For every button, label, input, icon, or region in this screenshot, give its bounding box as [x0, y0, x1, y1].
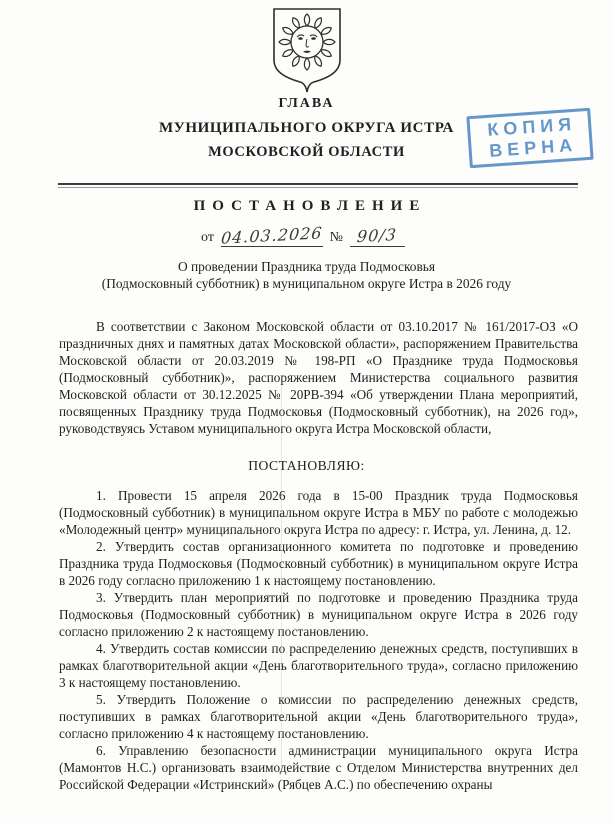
number-field [350, 226, 405, 247]
copy-stamp [466, 108, 593, 169]
resolution-item: 5. Утвердить Положение о комиссии по распределению денежных средств, поступивших в рамках благотворительной акции «День благотворительного труда», согласно приложению 4 к настоящему постановлению. [59, 692, 578, 741]
resolution-item: 2. Утвердить состав организационного комитета по подготовке и проведению Праздника труда Подмосковья (Подмосковный субботник) в муниципальном округе Истра в 2026 году согласно приложению 1 к настоящему постановлению. [59, 539, 578, 588]
resolution-item: 3. Утвердить план мероприятий по подготовке и проведению Праздника труда Подмосковья (Подмосковный субботник) в муниципальном округе Истра в 2026 году согласно приложению 2 к настоящему постановлению. [59, 590, 578, 639]
date-value-handwritten: 04.03.2026 [220, 223, 324, 248]
subject-line-1: О проведении Праздника труда Подмосковья [177, 259, 436, 274]
resolution-item: 4. Утвердить состав комиссии по распределению денежных средств, поступивших в рамках благотворительной акции «День благотворительного труда», согласно приложению 3 к настоящему постановлению. [59, 641, 578, 690]
org-title-glava: ГЛАВА [278, 96, 335, 111]
resolution-items [59, 487, 578, 793]
doc-type-title: ПОСТАНОВЛЕНИЕ [193, 198, 427, 214]
date-number-line [0, 223, 613, 248]
org-title-district: МУНИЦИПАЛЬНОГО ОКРУГА ИСТРА [159, 120, 454, 136]
preamble-paragraph: В соответствии с Законом Московской области от 03.10.2017 № 161/2017-ОЗ «О праздничных днях и памятных датах Московской области», распоряжением Правительства Московской области от 20.03.2019 № 198-РП «О Празднике труда Подмосковья (Подмосковный субботник)», распоряжением Министерства социального развития Московской области от 30.12.2025 № 20РВ-394 «Об утверждении Плана мероприятий, посвященных Празднику труда Подмосковья (Подмосковный субботник), на 2026 год», руководствуясь Уставом муниципального округа Истра Московской области, [59, 319, 578, 436]
resolution-item: 6. Управлению безопасности администрации муниципального округа Истра (Мамонтов Н.С.) организовать взаимодействие с Отделом Министерства внутренних дел Российской Федерации «Истринский» (Рябцев А.С.) по обеспечению охраны [59, 743, 578, 792]
scan-fold-line [281, 375, 282, 770]
stamp-line-1: КОПИЯ [486, 113, 577, 140]
date-label: от [201, 230, 214, 245]
resolution-item: 1. Провести 15 апреля 2026 года в 15-00 Праздник труда Подмосковья (Подмосковный субботник) в муниципальном округе Истра в МБУ по работе с молодежью «Молодежный центр» муниципального округа Истра по адресу: г. Истра, ул. Ленина, д. 12. [59, 488, 578, 537]
coat-of-arms-icon [270, 6, 344, 99]
number-value-handwritten: 90/3 [356, 224, 399, 247]
stamp-line-2: ВЕРНА [488, 134, 578, 161]
subject-line-2: (Подмосковный субботник) в муниципальном округе Истра в 2026 году [101, 275, 512, 291]
letterhead-divider [58, 183, 578, 188]
resolve-heading: ПОСТАНОВЛЯЮ: [248, 458, 365, 473]
date-field [220, 223, 324, 248]
preamble-block [59, 318, 578, 437]
org-title-region: МОСКОВСКОЙ ОБЛАСТИ [208, 144, 405, 160]
number-label: № [329, 230, 343, 245]
subject-heading [40, 259, 573, 292]
